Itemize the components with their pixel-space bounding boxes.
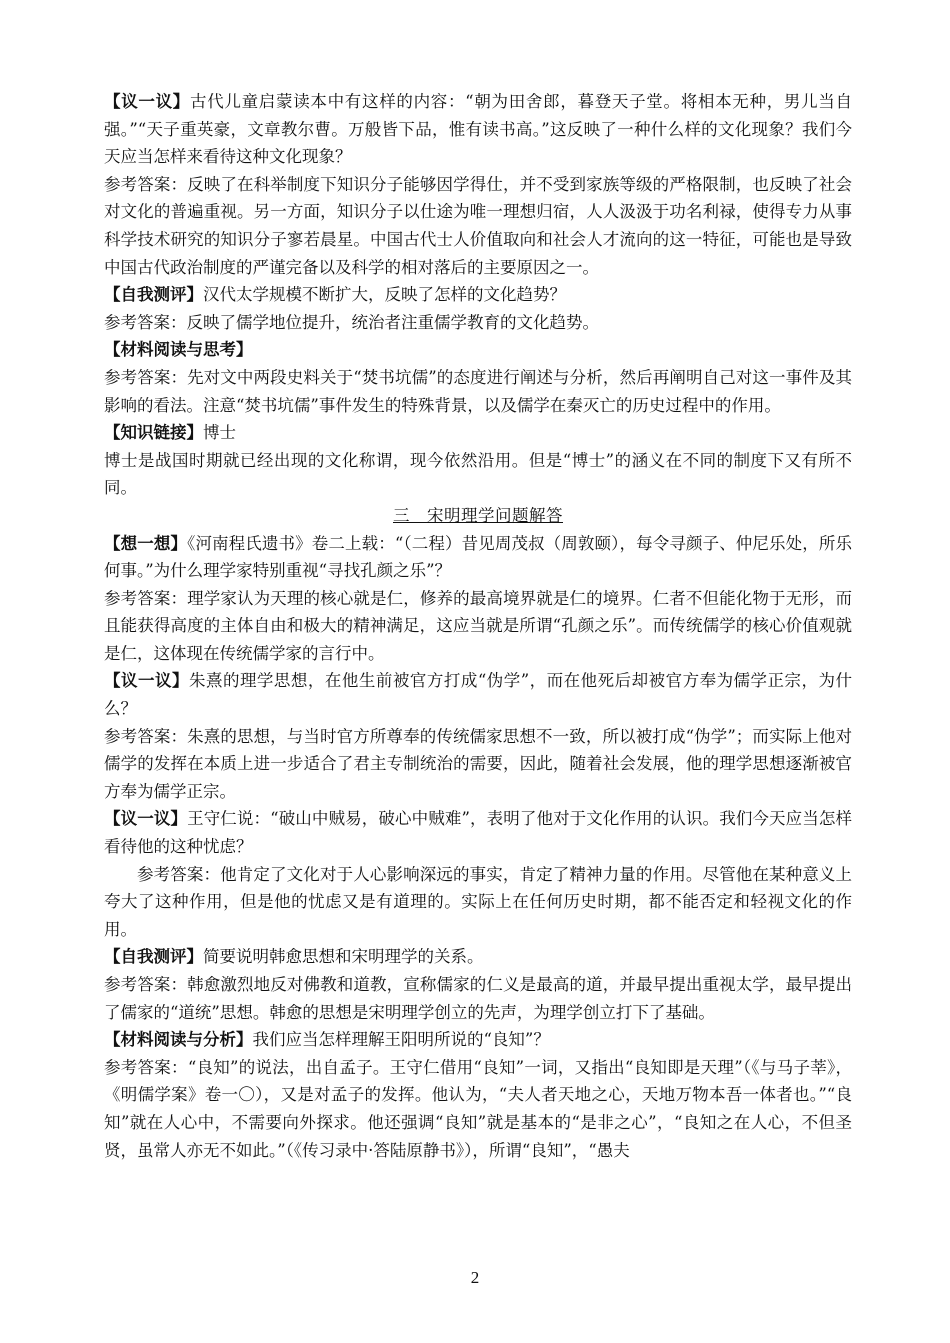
paragraph-text: 参考答案：朱熹的思想，与当时官方所尊奉的传统儒家思想不一致，所以被打成“伪学”；而实际上他对儒学的发挥在本质上进一步适合了君主专制统治的需要，因此，随着社会发展，他的理学思想逐渐被官方奉为儒学正宗。 <box>104 726 852 801</box>
paragraph-text: 参考答案：反映了在科举制度下知识分子能够因学得仕，并不受到家族等级的严格限制，也反映了社会对文化的普遍重视。另一方面，知识分子以仕途为唯一理想归宿，人人汲汲于功名利禄，使得专力从事科学技术研究的知识分子寥若晨星。中国古代士人价值取向和社会人才流向的这一特征，可能也是导致中国古代政治制度的严谨完备以及科学的相对落后的主要原因之一。 <box>104 174 852 277</box>
paragraph <box>104 861 852 944</box>
paragraph-tag: 【自我测评】 <box>104 947 203 967</box>
paragraph-tag: 【材料阅读与分析】 <box>104 1030 253 1050</box>
paragraph-text: 朱熹的理学思想，在他生前被官方打成“伪学”，而在他死后却被官方奉为儒学正宗，为什么？ <box>104 671 853 719</box>
paragraph-tag: 【想一想】 <box>104 533 188 553</box>
paragraph-tag: 【材料阅读与思考】 <box>104 340 253 360</box>
paragraph-text: 参考答案：理学家认为天理的核心就是仁，修养的最高境界就是仁的境界。仁者不但能化物于无形，而且能获得高度的主体自由和极大的精神满足，这应当就是所谓“孔颜之乐”。而传统儒学的核心价值观就是仁，这体现在传统儒学家的言行中。 <box>104 588 852 663</box>
paragraph-text: 我们应当怎样理解王阳明所说的“良知”？ <box>252 1030 550 1050</box>
paragraph-tag: 【知识链接】 <box>104 423 203 443</box>
paragraph <box>104 309 852 337</box>
paragraph <box>104 971 852 1026</box>
paragraph-text: 博士是战国时期就已经出现的文化称谓，现今依然沿用。但是“博士”的涵义在不同的制度下又有所不同。 <box>104 450 852 498</box>
section-part-two <box>104 530 852 1165</box>
paragraph <box>104 805 852 860</box>
paragraph-text: 参考答案：“良知”的说法，出自孟子。王守仁借用“良知”一词，又指出“良知即是天理”（《与马子莘》，《明儒学案》卷一〇），又是对孟子的发挥。他认为，“夫人者天地之心，天地万物本吾一体者也。”“良知”就在人心中，不需要向外探求。他还强调“良知”就是基本的“是非之心”，“良知之在人心，不但圣贤，虽常人亦无不如此。”（《传习录中·答陆原静书》），所谓“良知”，“愚夫 <box>104 1057 852 1160</box>
paragraph-tag: 【议一议】 <box>104 671 189 691</box>
paragraph <box>104 723 852 806</box>
paragraph-text: 参考答案：反映了儒学地位提升，统治者注重儒学教育的文化趋势。 <box>104 312 599 332</box>
document-body <box>104 88 852 1164</box>
paragraph-text: 参考答案：先对文中两段史料关于“焚书坑儒”的态度进行阐述与分析，然后再阐明自己对这一事件及其影响的看法。注意“焚书坑儒”事件发生的特殊背景，以及儒学在秦灭亡的历史过程中的作用。 <box>104 367 852 415</box>
paragraph-text: 博士 <box>203 423 236 443</box>
paragraph-tag: 【自我测评】 <box>104 285 203 305</box>
paragraph-tag: 【议一议】 <box>104 809 188 829</box>
page-number: 2 <box>470 1268 480 1287</box>
paragraph-text: 汉代太学规模不断扩大，反映了怎样的文化趋势？ <box>203 285 566 305</box>
paragraph-text: 参考答案：他肯定了文化对于人心影响深远的事实，肯定了精神力量的作用。尽管他在某种意义上夸大了这种作用，但是他的忧虑又是有道理的。实际上在任何历史时期，都不能否定和轻视文化的作用。 <box>104 864 852 939</box>
paragraph <box>104 364 852 419</box>
paragraph <box>104 419 852 447</box>
paragraph-text: 王守仁说：“破山中贼易，破心中贼难”，表明了他对于文化作用的认识。我们今天应当怎样看待他的这种忧虑？ <box>104 809 853 857</box>
paragraph-text: 参考答案：韩愈激烈地反对佛教和道教，宣称儒家的仁义是最高的道，并最早提出重视太学，最早提出了儒家的“道统”思想。韩愈的思想是宋明理学创立的先声，为理学创立打下了基础。 <box>104 975 852 1022</box>
paragraph <box>104 447 852 502</box>
section-title: 三 宋明理学问题解答 <box>393 505 563 525</box>
paragraph <box>104 585 852 668</box>
paragraph <box>104 530 852 585</box>
section-part-one <box>104 88 852 502</box>
paragraph <box>104 88 852 171</box>
paragraph-text: 古代儿童启蒙读本中有这样的内容：“朝为田舍郎，暮登天子堂。将相本无种，男儿当自强。”“天子重英豪，文章教尔曹。万般皆下品，惟有读书高。”这反映了一种什么样的文化现象？我们今天应当怎样来看待这种文化现象？ <box>104 92 853 167</box>
paragraph <box>104 336 852 364</box>
paragraph-text: 《河南程氏遗书》卷二上载：“（二程）昔见周茂叔（周敦颐），每令寻颜子、仲尼乐处，所乐何事。”为什么理学家特别重视“寻找孔颜之乐”？ <box>104 533 852 581</box>
paragraph <box>104 667 852 722</box>
paragraph <box>104 1026 852 1054</box>
paragraph <box>104 171 852 281</box>
paragraph-text: 简要说明韩愈思想和宋明理学的关系。 <box>203 947 484 967</box>
paragraph <box>104 281 852 309</box>
paragraph <box>104 1054 852 1164</box>
paragraph-tag: 【议一议】 <box>104 92 190 111</box>
paragraph <box>104 943 852 971</box>
